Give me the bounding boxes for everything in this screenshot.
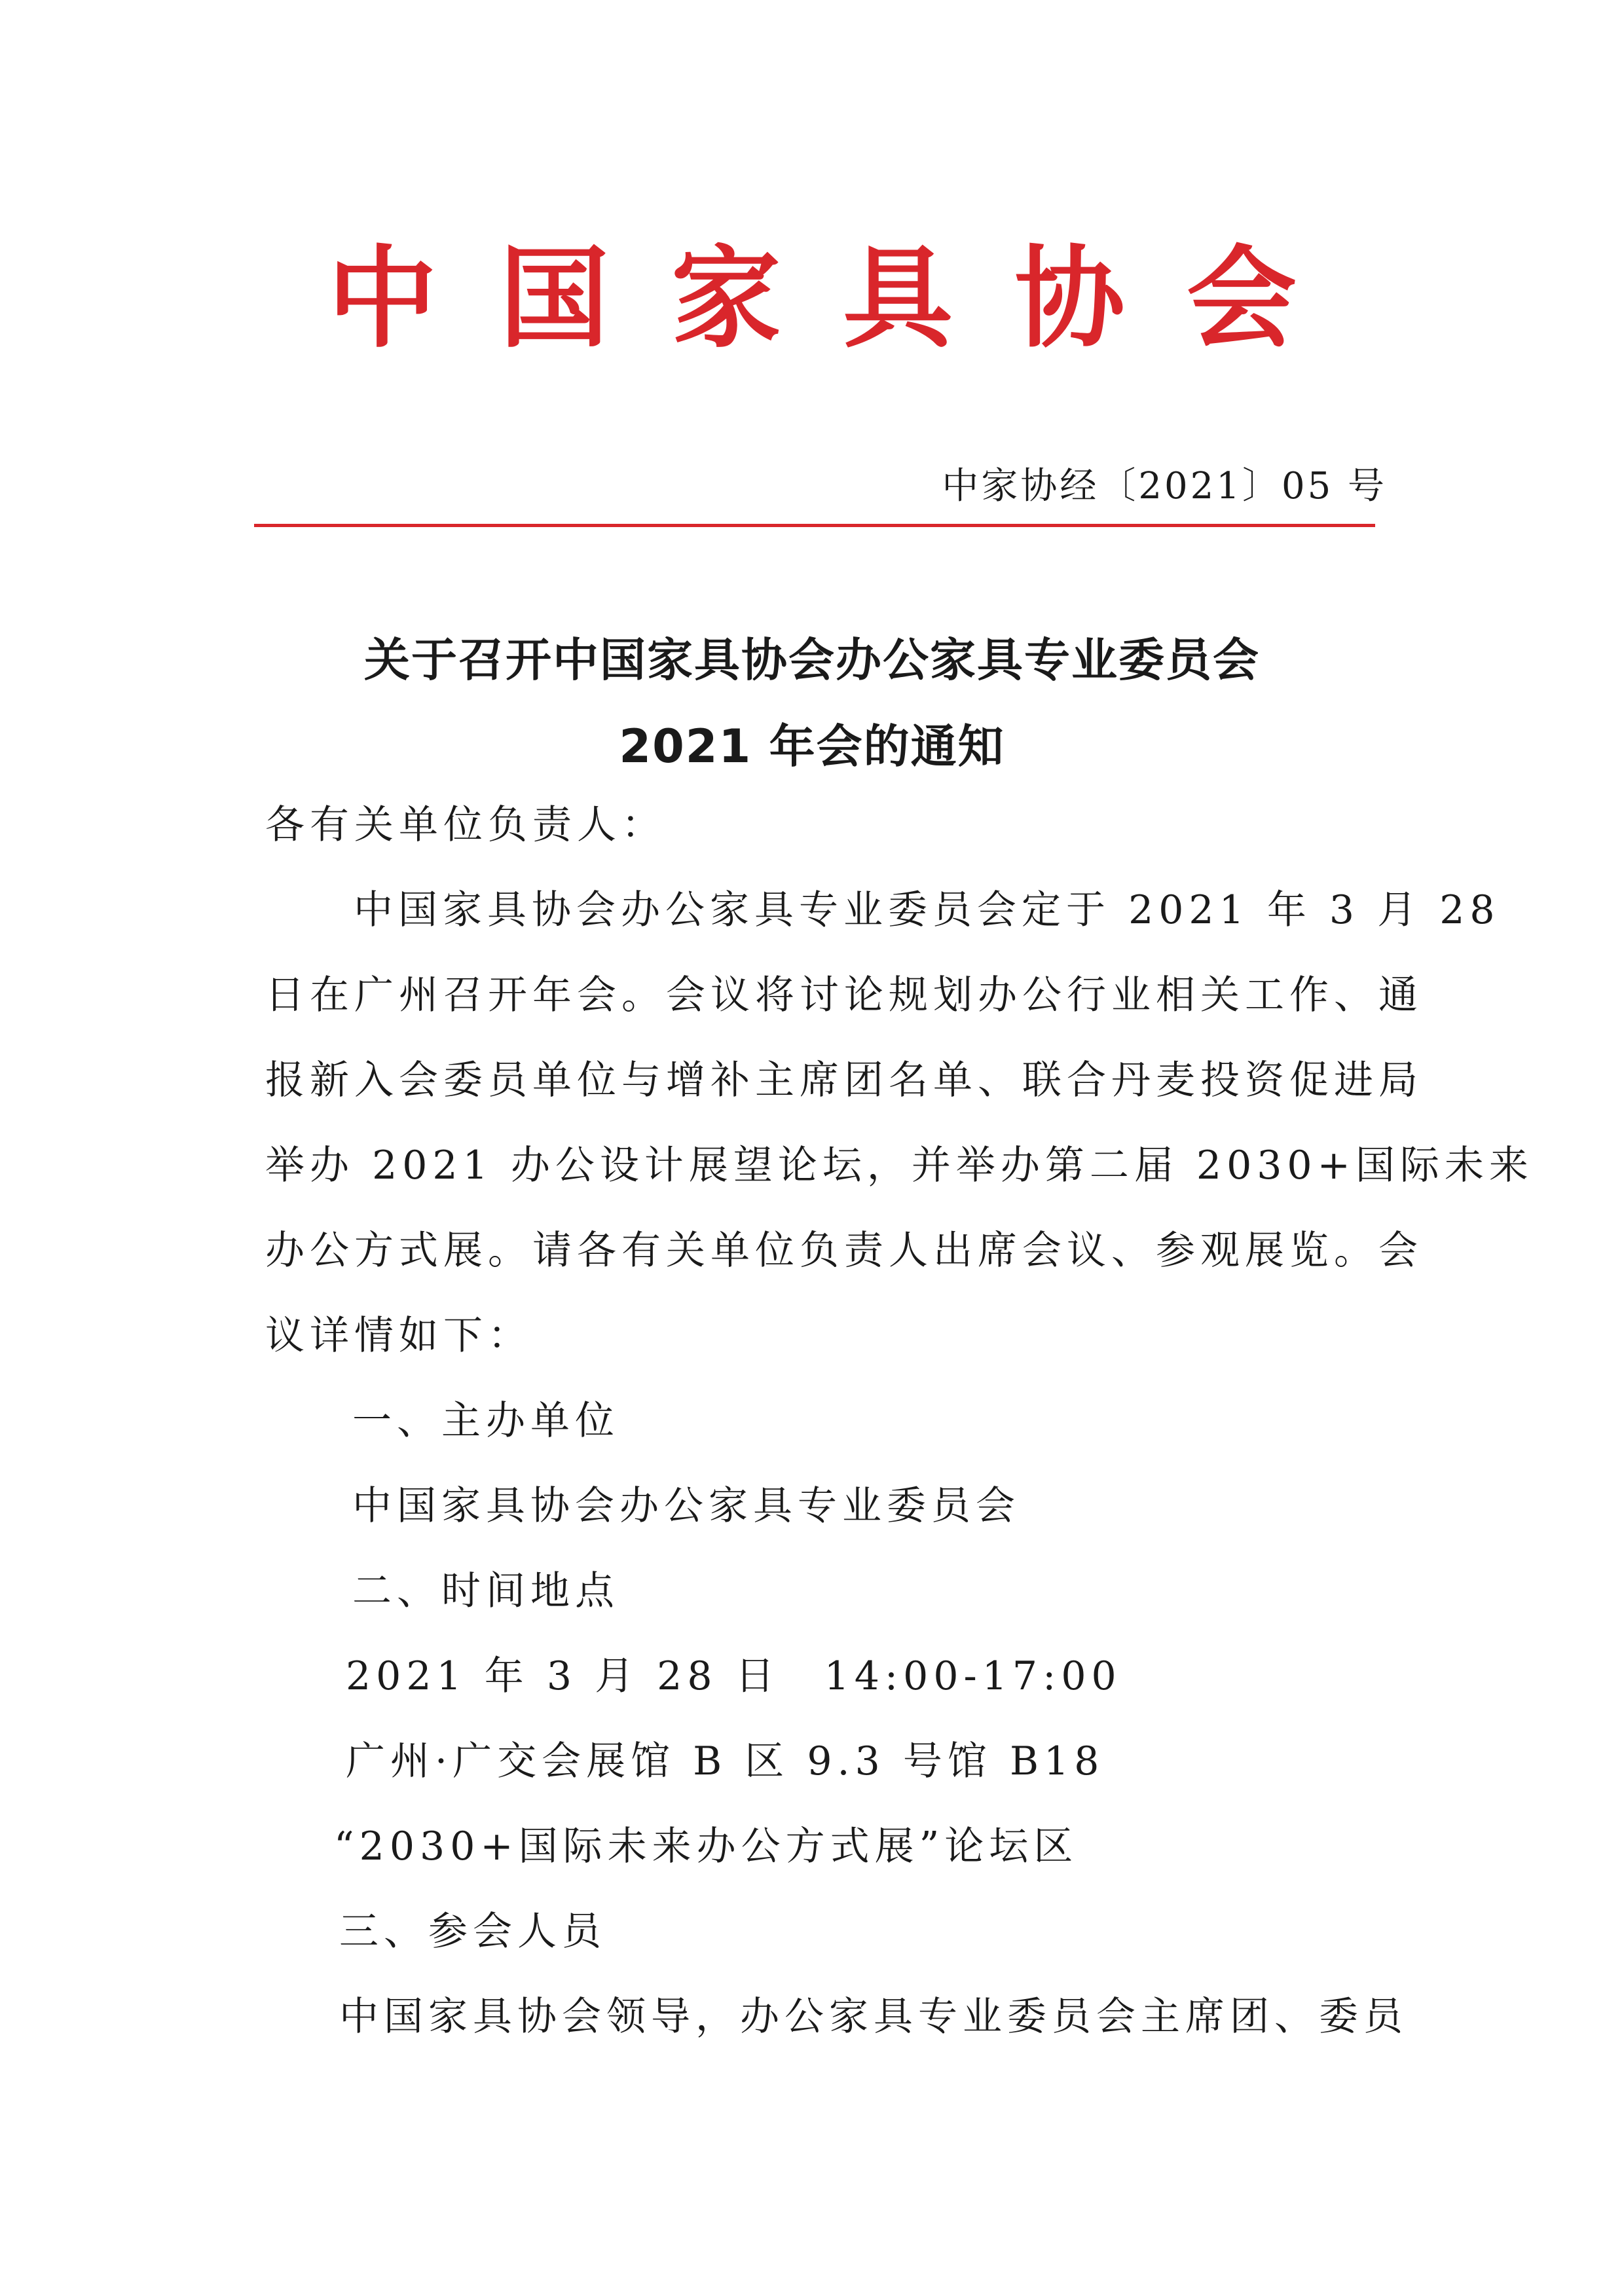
body-line-1: 中国家具协会办公家具专业委员会定于 2021 年 3 月 28 bbox=[354, 887, 1500, 933]
letterhead-char: 协 bbox=[1014, 233, 1125, 363]
organizer-value: 中国家具协会办公家具专业委员会 bbox=[352, 1483, 1020, 1529]
organization-letterhead bbox=[327, 232, 1297, 363]
body-line-3: 报新入会委员单位与增补主席团名单、联合丹麦投资促进局 bbox=[265, 1057, 1423, 1103]
meeting-time: 2021 年 3 月 28 日 14:00-17:00 bbox=[346, 1653, 1122, 1699]
letterhead-char: 中 bbox=[327, 233, 437, 363]
body-line-2: 日在广州召开年会。会议将讨论规划办公行业相关工作、通 bbox=[265, 972, 1423, 1018]
letterhead-char: 家 bbox=[671, 233, 781, 363]
notice-title-line-2: 2021 年会的通知 bbox=[619, 720, 1005, 773]
letterhead-char: 国 bbox=[499, 233, 610, 363]
body-line-4: 举办 2021 办公设计展望论坛，并举办第二届 2030+国际未来 bbox=[265, 1143, 1534, 1188]
section-organizer-heading: 一、主办单位 bbox=[352, 1398, 619, 1444]
section-time-place-heading: 二、时间地点 bbox=[352, 1568, 619, 1614]
document-number: 中家协经〔2021〕05 号 bbox=[942, 465, 1387, 507]
body-line-5: 办公方式展。请各有关单位负责人出席会议、参观展览。会 bbox=[265, 1228, 1423, 1274]
meeting-venue-area: “2030+国际未来办公方式展”论坛区 bbox=[334, 1824, 1079, 1869]
meeting-venue: 广州·广交会展馆 B 区 9.3 号馆 B18 bbox=[346, 1738, 1105, 1784]
notice-title-line-1: 关于召开中国家具协会办公家具专业委员会 bbox=[364, 633, 1260, 687]
section-attendees-heading: 三、参会人员 bbox=[339, 1909, 606, 1955]
letterhead-char: 会 bbox=[1186, 233, 1297, 363]
letterhead-char: 具 bbox=[843, 233, 953, 363]
red-divider-line bbox=[254, 524, 1375, 527]
body-line-6: 议详情如下： bbox=[265, 1313, 532, 1359]
attendees-value: 中国家具协会领导，办公家具专业委员会主席团、委员 bbox=[339, 1994, 1408, 2040]
salutation: 各有关单位负责人： bbox=[265, 802, 666, 848]
